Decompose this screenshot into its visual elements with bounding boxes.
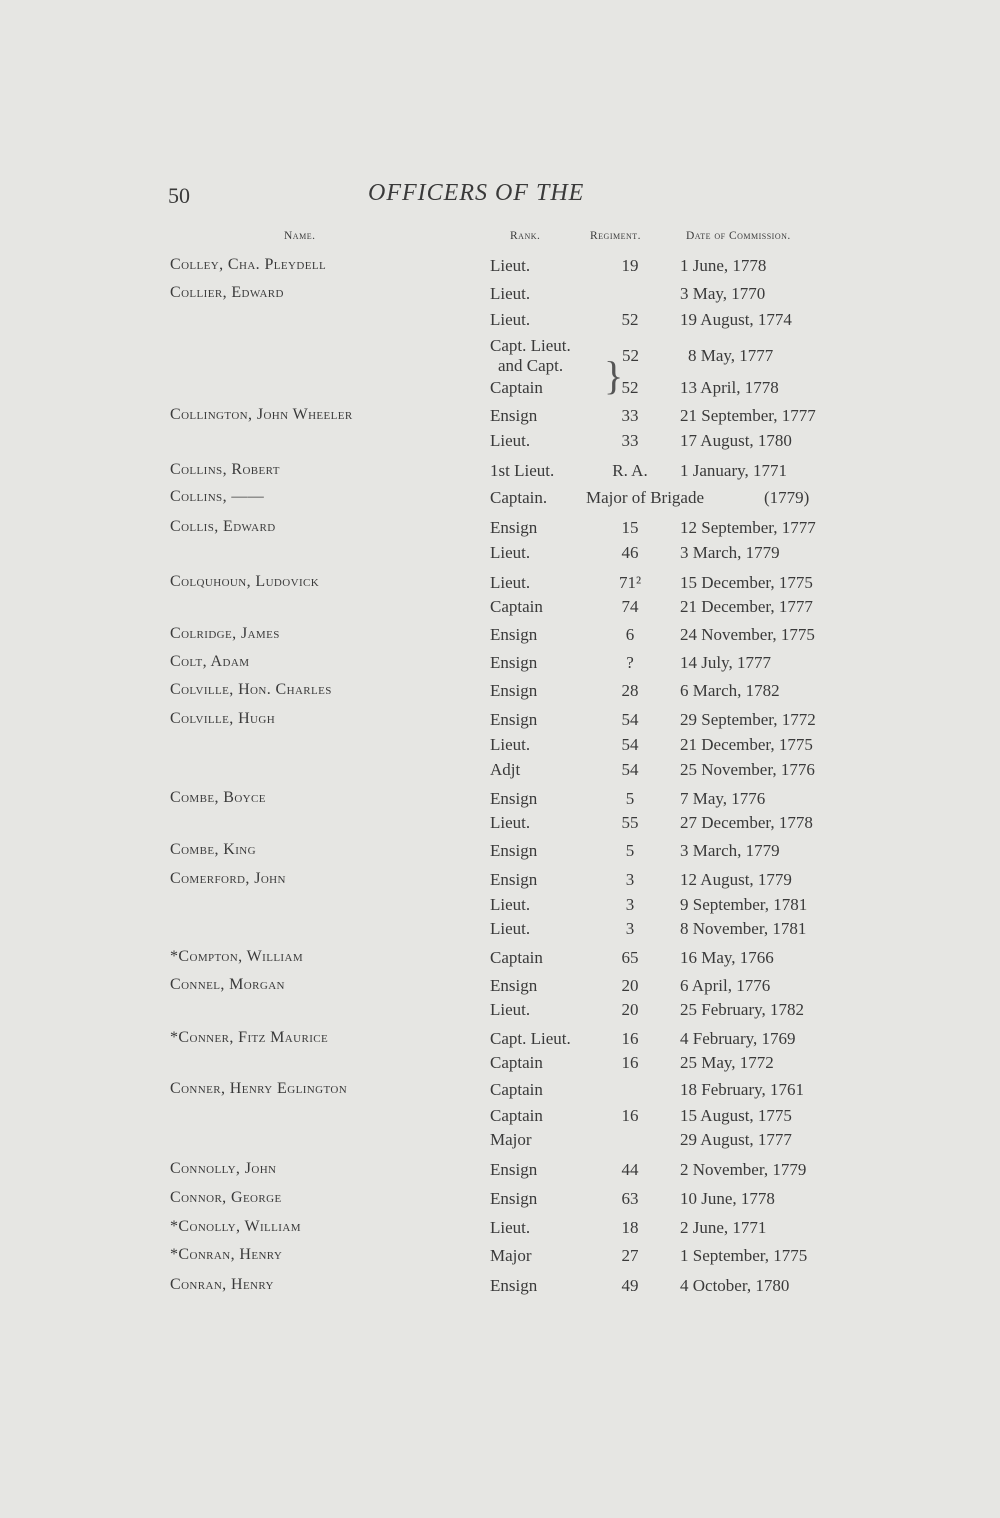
cell-rank: 1st Lieut. [490, 461, 555, 480]
cell-rank: Ensign [490, 789, 538, 808]
cell-rank: Ensign [490, 1276, 538, 1295]
cell-date: 7 May, 1776 [680, 789, 766, 808]
table-row [0, 976, 1000, 1002]
table-row [0, 1106, 1000, 1132]
cell-date: 1 January, 1771 [680, 461, 788, 480]
cell-date: 13 April, 1778 [680, 378, 779, 397]
cell-regiment: 49 [621, 1276, 639, 1295]
cell-rank: Lieut. [490, 431, 531, 450]
cell-rank: Ensign [490, 870, 538, 889]
page-number: 50 [168, 183, 190, 208]
table-row [0, 597, 1000, 623]
cell-rank: Captain [490, 1053, 543, 1072]
cell-rank: Lieut. [490, 1218, 531, 1237]
table-row [0, 789, 1000, 815]
table-row [0, 1218, 1000, 1244]
table-row [0, 948, 1000, 974]
cell-rank: Captain [490, 378, 543, 397]
cell-date: 21 September, 1777 [680, 406, 816, 425]
cell-regiment: 52 [621, 378, 639, 397]
cell-rank: Captain [490, 1106, 543, 1125]
cell-rank: Lieut. [490, 284, 531, 303]
bracket-brace-icon: } [604, 353, 624, 398]
cell-rank: Major [490, 1246, 532, 1265]
cell-rank: Lieut. [490, 1000, 531, 1019]
cell-regiment: 3 [625, 870, 635, 889]
cell-rank: Major [490, 1130, 532, 1149]
cell-regiment: 65 [621, 948, 639, 967]
cell-rank: Ensign [490, 976, 538, 995]
bracket-date: 8 May, 1777 [688, 346, 774, 365]
cell-regiment: 74 [621, 597, 639, 616]
cell-regiment: 16 [621, 1029, 639, 1048]
cell-date: 25 February, 1782 [680, 1000, 805, 1019]
cell-date: 29 September, 1772 [680, 710, 816, 729]
cell-regiment: 55 [621, 813, 639, 832]
running-title: OFFICERS OF THE [368, 180, 585, 206]
cell-rank: Lieut. [490, 543, 531, 562]
cell-regiment: 20 [621, 976, 639, 995]
cell-date: 25 November, 1776 [680, 760, 815, 779]
table-row [0, 310, 1000, 336]
table-row [0, 760, 1000, 786]
cell-name: Colville, Hon. Charles [170, 681, 332, 698]
cell-regiment: 63 [621, 1189, 639, 1208]
cell-regiment: R. A. [612, 461, 648, 480]
table-row [0, 518, 1000, 544]
cell-regiment: 16 [621, 1106, 639, 1125]
cell-regiment: 19 [621, 256, 639, 275]
cell-regiment: 54 [621, 760, 639, 779]
cell-regiment: 20 [621, 1000, 639, 1019]
cell-date: 15 August, 1775 [680, 1106, 792, 1125]
bracket-regiment: 52 [622, 346, 639, 365]
table-row [0, 1160, 1000, 1186]
cell-date: 12 August, 1779 [680, 870, 792, 889]
cell-rank: Lieut. [490, 813, 531, 832]
cell-date: 15 December, 1775 [680, 573, 813, 592]
cell-regiment: 33 [621, 431, 639, 450]
bracket-rank-line1: Capt. Lieut. [490, 336, 571, 355]
cell-name: *Conner, Fitz Maurice [170, 1029, 329, 1046]
cell-name: Collins, —— [170, 488, 265, 505]
cell-date: 27 December, 1778 [680, 813, 813, 832]
table-row [0, 1246, 1000, 1272]
cell-regiment: 3 [625, 895, 635, 914]
cell-rank: Ensign [490, 681, 538, 700]
cell-name: Connor, George [170, 1189, 282, 1206]
cell-name: Collington, John Wheeler [170, 406, 353, 423]
table-row [0, 653, 1000, 679]
table-row [0, 625, 1000, 651]
table-row [0, 543, 1000, 569]
cell-regiment: 52 [621, 310, 639, 329]
cell-date: 18 February, 1761 [680, 1080, 805, 1099]
cell-rank: Captain [490, 1080, 543, 1099]
cell-rank: Ensign [490, 841, 538, 860]
cell-rank: Ensign [490, 1160, 538, 1179]
cell-regiment: 16 [621, 1053, 639, 1072]
cell-name: Conner, Henry Eglington [170, 1080, 348, 1097]
cell-rank: Lieut. [490, 735, 531, 754]
cell-regiment: 71² [618, 573, 642, 592]
cell-name: Colridge, James [170, 625, 280, 642]
cell-date: 21 December, 1775 [680, 735, 813, 754]
cell-date: 8 November, 1781 [680, 919, 807, 938]
cell-rank: Ensign [490, 653, 538, 672]
cell-date: 12 September, 1777 [680, 518, 816, 537]
table-row [0, 919, 1000, 945]
table-row [0, 870, 1000, 896]
header-date: Date of Commission. [686, 230, 791, 242]
cell-rank: Captain. [490, 488, 548, 507]
cell-date: 14 July, 1777 [680, 653, 771, 672]
cell-date: 24 November, 1775 [680, 625, 815, 644]
cell-date: 4 October, 1780 [680, 1276, 790, 1295]
cell-regiment: ? [626, 653, 634, 672]
cell-regiment: 18 [621, 1218, 639, 1237]
bracket-rank-line2: and Capt. [498, 356, 564, 375]
table-row [0, 813, 1000, 839]
cell-name: Comerford, John [170, 870, 286, 887]
cell-regiment: 15 [621, 518, 639, 537]
table-row [0, 1130, 1000, 1156]
cell-date: 9 September, 1781 [680, 895, 808, 914]
cell-date: 19 August, 1774 [680, 310, 792, 329]
table-row [0, 431, 1000, 457]
cell-date: 17 August, 1780 [680, 431, 792, 450]
cell-date: 29 August, 1777 [680, 1130, 792, 1149]
table-row [0, 710, 1000, 736]
cell-regiment: 54 [621, 710, 639, 729]
cell-date: 10 June, 1778 [680, 1189, 775, 1208]
cell-date: 6 April, 1776 [680, 976, 771, 995]
table-row [0, 378, 1000, 404]
cell-name: Colquhoun, Ludovick [170, 573, 320, 590]
cell-rank: Ensign [490, 406, 538, 425]
cell-regiment: 44 [621, 1160, 639, 1179]
cell-rank: Lieut. [490, 895, 531, 914]
cell-date: 16 May, 1766 [680, 948, 774, 967]
table-row [0, 1029, 1000, 1055]
table-row [0, 461, 1000, 487]
cell-name: Colville, Hugh [170, 710, 276, 727]
table-row [0, 681, 1000, 707]
header-name: Name. [284, 230, 316, 242]
cell-name: Collier, Edward [170, 284, 284, 301]
table-row [0, 895, 1000, 921]
table-row [0, 488, 1000, 514]
table-row [0, 841, 1000, 867]
collins-year: (1779) [764, 488, 810, 507]
cell-name: Conran, Henry [170, 1276, 274, 1293]
cell-date: 1 September, 1775 [680, 1246, 808, 1265]
cell-rank: Captain [490, 948, 543, 967]
cell-date: 4 February, 1769 [680, 1029, 796, 1048]
cell-name: *Conolly, William [170, 1218, 301, 1235]
cell-regiment: 54 [621, 735, 639, 754]
cell-rank: Capt. Lieut. [490, 1029, 571, 1048]
cell-rank: Adjt [490, 760, 521, 779]
cell-date: 1 June, 1778 [680, 256, 767, 275]
cell-regiment: 28 [621, 681, 639, 700]
cell-regiment: 27 [621, 1246, 639, 1265]
cell-rank: Lieut. [490, 310, 531, 329]
cell-name: *Compton, William [170, 948, 304, 965]
cell-date: 2 June, 1771 [680, 1218, 767, 1237]
header-rank: Rank. [510, 230, 541, 242]
cell-name: Combe, King [170, 841, 256, 858]
cell-name: Collins, Robert [170, 461, 280, 478]
cell-date: 6 March, 1782 [680, 681, 780, 700]
cell-date: 3 May, 1770 [680, 284, 766, 303]
collins-major-of-brigade: Major of Brigade [586, 488, 705, 507]
cell-date: 2 November, 1779 [680, 1160, 807, 1179]
cell-date: 21 December, 1777 [680, 597, 813, 616]
cell-regiment: 6 [625, 625, 635, 644]
cell-rank: Lieut. [490, 256, 531, 275]
cell-date: 3 March, 1779 [680, 543, 780, 562]
cell-date: 25 May, 1772 [680, 1053, 774, 1072]
cell-regiment: 5 [625, 789, 635, 808]
cell-name: Collis, Edward [170, 518, 276, 535]
table-row [0, 256, 1000, 282]
cell-name: Colley, Cha. Pleydell [170, 256, 327, 273]
cell-name: Connel, Morgan [170, 976, 285, 993]
cell-name: Colt, Adam [170, 653, 250, 670]
table-row [0, 406, 1000, 432]
cell-rank: Captain [490, 597, 543, 616]
cell-rank: Lieut. [490, 573, 531, 592]
table-row [0, 1189, 1000, 1215]
table-row [0, 1080, 1000, 1106]
cell-name: Connolly, John [170, 1160, 277, 1177]
table-row [0, 735, 1000, 761]
table-row [0, 1053, 1000, 1079]
cell-name: *Conran, Henry [170, 1246, 283, 1263]
table-row [0, 573, 1000, 599]
cell-rank: Ensign [490, 710, 538, 729]
cell-date: 3 March, 1779 [680, 841, 780, 860]
cell-name: Combe, Boyce [170, 789, 266, 806]
table-row [0, 1276, 1000, 1302]
cell-regiment: 46 [621, 543, 639, 562]
cell-rank: Lieut. [490, 919, 531, 938]
cell-rank: Ensign [490, 518, 538, 537]
cell-regiment: 33 [621, 406, 639, 425]
cell-regiment: 3 [625, 919, 635, 938]
cell-regiment: 5 [625, 841, 635, 860]
cell-rank: Ensign [490, 625, 538, 644]
table-row [0, 1000, 1000, 1026]
cell-rank: Ensign [490, 1189, 538, 1208]
table-row [0, 284, 1000, 310]
header-regiment: Regiment. [590, 230, 642, 242]
